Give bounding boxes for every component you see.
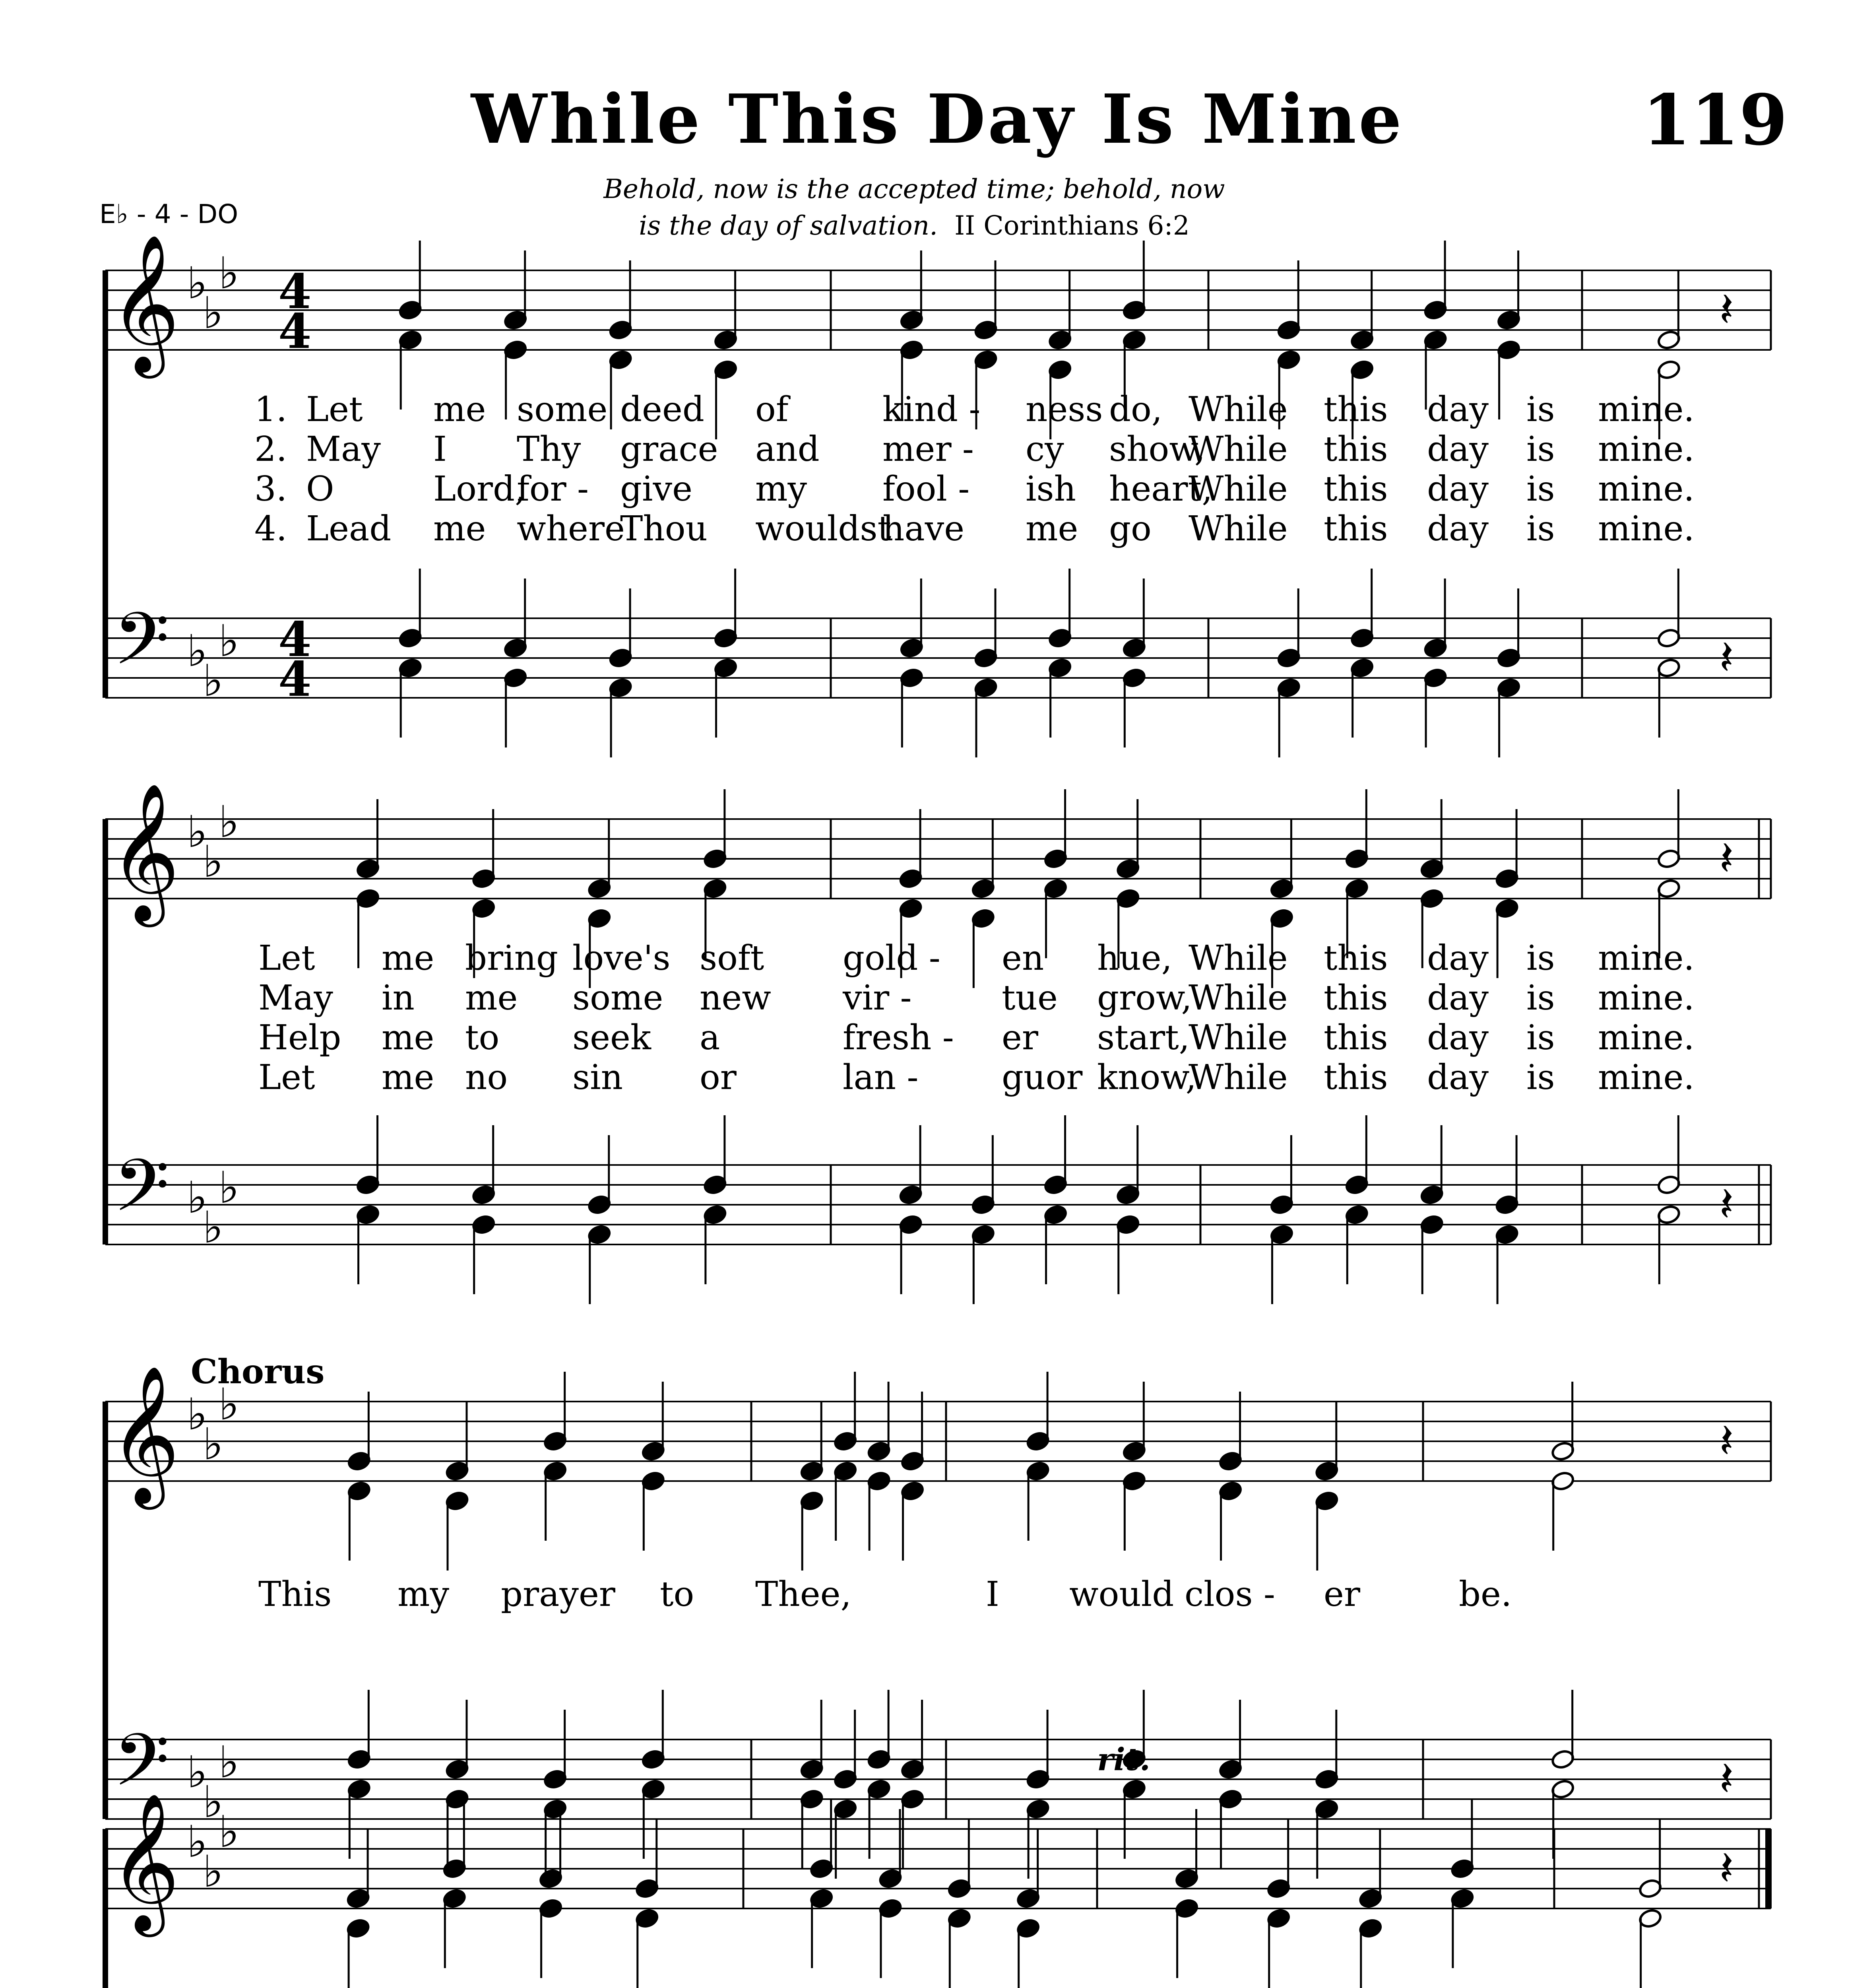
lyric-syllable: would bbox=[1069, 1574, 1174, 1614]
bass-clef-icon: 𝄢 bbox=[113, 1143, 170, 1245]
lyric-syllable: er bbox=[1002, 1018, 1039, 1058]
flat-icon: ♭ bbox=[187, 258, 207, 309]
quarter-rest-icon: 𝄽 bbox=[1719, 282, 1734, 338]
lyric-syllable: ness bbox=[1026, 390, 1103, 429]
lyric-syllable: O bbox=[306, 469, 334, 509]
lyric-syllable: be. bbox=[1459, 1574, 1512, 1614]
lyric-syllable: start, bbox=[1097, 1018, 1190, 1058]
lyric-syllable: mer - bbox=[882, 429, 974, 469]
lyric-syllable: er bbox=[1324, 1574, 1361, 1614]
lyric-syllable: to bbox=[465, 1018, 500, 1058]
flat-icon: ♭ bbox=[187, 1389, 207, 1440]
lyric-syllable: mine. bbox=[1598, 429, 1695, 469]
lyric-syllable: 4. bbox=[254, 509, 287, 549]
lyric-syllable: I bbox=[433, 429, 447, 469]
lyric-syllable: my bbox=[397, 1574, 450, 1614]
lyric-syllable: Let bbox=[258, 1058, 315, 1097]
scripture-line-1: Behold, now is the accepted time; behold, now bbox=[603, 174, 1225, 204]
ritardando-marking: rit. bbox=[1097, 1741, 1150, 1778]
lyric-syllable: Help bbox=[258, 1018, 341, 1058]
lyric-syllable: day bbox=[1427, 429, 1489, 469]
lyric-syllable: seek bbox=[572, 1018, 651, 1058]
lyric-syllable: is bbox=[1526, 390, 1555, 429]
lyric-syllable: Let bbox=[306, 390, 363, 429]
lyric-syllable: While bbox=[1189, 938, 1288, 978]
bass-clef-icon: 𝄢 bbox=[113, 1718, 170, 1820]
lyric-syllable: soft bbox=[700, 938, 764, 978]
lyric-syllable: mine. bbox=[1598, 1018, 1695, 1058]
quarter-rest-icon: 𝄽 bbox=[1719, 1751, 1734, 1807]
lyric-syllable: is bbox=[1526, 938, 1555, 978]
lyric-syllable: While bbox=[1189, 1058, 1288, 1097]
lyric-syllable: mine. bbox=[1598, 390, 1695, 429]
lyric-syllable: fool - bbox=[882, 469, 970, 509]
lyric-syllable: vir - bbox=[843, 978, 912, 1018]
flat-icon: ♭ bbox=[219, 615, 239, 666]
scripture-line-2-text: is the day of salvation. bbox=[639, 210, 938, 241]
lyric-syllable: heart, bbox=[1109, 469, 1213, 509]
lyric-syllable: Thou bbox=[620, 509, 708, 549]
lyric-syllable: While bbox=[1189, 509, 1288, 549]
lyric-syllable: 2. bbox=[254, 429, 287, 469]
lyric-syllable: me bbox=[433, 509, 486, 549]
treble-clef-icon: 𝄞 bbox=[109, 1792, 180, 1931]
lyric-syllable: some bbox=[517, 390, 608, 429]
treble-clef-icon: 𝄞 bbox=[109, 233, 180, 372]
lyric-syllable: Thy bbox=[517, 429, 581, 469]
flat-icon: ♭ bbox=[203, 287, 223, 338]
lyric-syllable: me bbox=[382, 938, 434, 978]
lyric-syllable: give bbox=[620, 469, 693, 509]
lyric-syllable: While bbox=[1189, 978, 1288, 1018]
lyric-syllable: en bbox=[1002, 938, 1044, 978]
lyric-syllable: bring bbox=[465, 938, 558, 978]
flat-icon: ♭ bbox=[203, 1846, 223, 1897]
lyric-syllable: in bbox=[382, 978, 415, 1018]
lyric-syllable: grow, bbox=[1097, 978, 1192, 1018]
lyric-syllable: cy bbox=[1026, 429, 1064, 469]
lyric-syllable: this bbox=[1324, 938, 1388, 978]
lyric-syllable: While bbox=[1189, 1018, 1288, 1058]
lyric-syllable: or bbox=[700, 1058, 737, 1097]
hymn-title: While This Day Is Mine bbox=[471, 80, 1404, 159]
time-signature-digit: 4 bbox=[278, 264, 312, 320]
lyric-syllable: is bbox=[1526, 469, 1555, 509]
flat-icon: ♭ bbox=[187, 625, 207, 676]
treble-clef-icon: 𝄞 bbox=[109, 1365, 180, 1503]
flat-icon: ♭ bbox=[187, 1816, 207, 1867]
lyric-syllable: clos - bbox=[1185, 1574, 1275, 1614]
lyric-syllable: do, bbox=[1109, 390, 1163, 429]
lyric-syllable: a bbox=[700, 1018, 720, 1058]
lyric-syllable: While bbox=[1189, 469, 1288, 509]
lyric-syllable: this bbox=[1324, 1018, 1388, 1058]
lyric-syllable: Let bbox=[258, 938, 315, 978]
lyric-syllable: love's bbox=[572, 938, 671, 978]
lyric-syllable: day bbox=[1427, 1018, 1489, 1058]
flat-icon: ♭ bbox=[203, 836, 223, 887]
lyric-syllable: is bbox=[1526, 978, 1555, 1018]
lyric-syllable: day bbox=[1427, 469, 1489, 509]
lyric-syllable: go bbox=[1109, 509, 1152, 549]
lyric-syllable: is bbox=[1526, 1058, 1555, 1097]
lyric-syllable: this bbox=[1324, 390, 1388, 429]
lyric-syllable: this bbox=[1324, 1058, 1388, 1097]
lyric-syllable: know, bbox=[1097, 1058, 1197, 1097]
lyric-syllable: fresh - bbox=[843, 1018, 954, 1058]
lyric-syllable: mine. bbox=[1598, 1058, 1695, 1097]
lyric-syllable: lan - bbox=[843, 1058, 919, 1097]
lyric-syllable: some bbox=[572, 978, 663, 1018]
quarter-rest-icon: 𝄽 bbox=[1719, 1177, 1734, 1232]
lyric-syllable: gold - bbox=[843, 938, 940, 978]
lyric-syllable: day bbox=[1427, 509, 1489, 549]
lyric-syllable: May bbox=[258, 978, 333, 1018]
lyric-syllable: where bbox=[517, 509, 625, 549]
lyric-syllable: While bbox=[1189, 429, 1288, 469]
time-signature-digit: 4 bbox=[278, 303, 312, 359]
lyric-syllable: and bbox=[755, 429, 820, 469]
lyric-syllable: this bbox=[1324, 429, 1388, 469]
flat-icon: ♭ bbox=[219, 1379, 239, 1430]
lyric-syllable: May bbox=[306, 429, 381, 469]
lyric-syllable: kind - bbox=[882, 390, 981, 429]
lyric-syllable: day bbox=[1427, 978, 1489, 1018]
lyric-syllable: Thee, bbox=[755, 1574, 851, 1614]
lyric-syllable: have bbox=[882, 509, 965, 549]
lyric-syllable: this bbox=[1324, 978, 1388, 1018]
lyric-syllable: grace bbox=[620, 429, 718, 469]
lyric-syllable: Lead bbox=[306, 509, 392, 549]
flat-icon: ♭ bbox=[219, 796, 239, 847]
lyric-syllable: show, bbox=[1109, 429, 1206, 469]
flat-icon: ♭ bbox=[219, 1162, 239, 1213]
lyric-syllable: deed bbox=[620, 390, 704, 429]
lyric-syllable: tue bbox=[1002, 978, 1058, 1018]
lyric-syllable: 3. bbox=[254, 469, 287, 509]
lyric-syllable: this bbox=[1324, 469, 1388, 509]
lyric-syllable: hue, bbox=[1097, 938, 1173, 978]
lyric-syllable: to bbox=[660, 1574, 694, 1614]
lyric-syllable: day bbox=[1427, 1058, 1489, 1097]
lyric-syllable: 1. bbox=[254, 390, 287, 429]
chorus-label: Chorus bbox=[191, 1352, 325, 1391]
flat-icon: ♭ bbox=[187, 1172, 207, 1223]
flat-icon: ♭ bbox=[219, 248, 239, 299]
lyric-syllable: mine. bbox=[1598, 469, 1695, 509]
hymn-number: 119 bbox=[1642, 80, 1788, 161]
bass-clef-icon: 𝄢 bbox=[113, 597, 170, 699]
lyric-syllable: wouldst bbox=[755, 509, 892, 549]
quarter-rest-icon: 𝄽 bbox=[1719, 630, 1734, 685]
lyric-syllable: this bbox=[1324, 509, 1388, 549]
treble-clef-icon: 𝄞 bbox=[109, 782, 180, 921]
lyric-syllable: I bbox=[986, 1574, 999, 1614]
flat-icon: ♭ bbox=[203, 655, 223, 706]
flat-icon: ♭ bbox=[203, 1419, 223, 1470]
lyric-syllable: no bbox=[465, 1058, 508, 1097]
scripture-reference: II Corinthians 6:2 bbox=[954, 210, 1190, 241]
lyric-syllable: prayer bbox=[501, 1574, 616, 1614]
lyric-syllable: ish bbox=[1026, 469, 1076, 509]
quarter-rest-icon: 𝄽 bbox=[1719, 1841, 1734, 1896]
flat-icon: ♭ bbox=[203, 1776, 223, 1827]
quarter-rest-icon: 𝄽 bbox=[1719, 1413, 1734, 1469]
lyric-syllable: day bbox=[1427, 390, 1489, 429]
lyric-syllable: sin bbox=[572, 1058, 623, 1097]
lyric-syllable: is bbox=[1526, 429, 1555, 469]
lyric-syllable: me bbox=[382, 1058, 434, 1097]
lyric-syllable: of bbox=[755, 390, 789, 429]
lyric-syllable: mine. bbox=[1598, 978, 1695, 1018]
time-signature-digit: 4 bbox=[278, 651, 312, 707]
lyric-syllable: This bbox=[258, 1574, 332, 1614]
flat-icon: ♭ bbox=[187, 1747, 207, 1798]
lyric-syllable: guor bbox=[1002, 1058, 1083, 1097]
lyric-syllable: me bbox=[465, 978, 518, 1018]
lyric-syllable: is bbox=[1526, 1018, 1555, 1058]
lyric-syllable: While bbox=[1189, 390, 1288, 429]
key-signature-label: E♭ - 4 - DO bbox=[99, 199, 238, 229]
flat-icon: ♭ bbox=[219, 1737, 239, 1788]
lyric-syllable: my bbox=[755, 469, 807, 509]
lyric-syllable: mine. bbox=[1598, 509, 1695, 549]
quarter-rest-icon: 𝄽 bbox=[1719, 831, 1734, 886]
flat-icon: ♭ bbox=[219, 1806, 239, 1857]
lyric-syllable: me bbox=[382, 1018, 434, 1058]
lyric-syllable: is bbox=[1526, 509, 1555, 549]
time-signature-digit: 4 bbox=[278, 612, 312, 668]
lyric-syllable: me bbox=[433, 390, 486, 429]
flat-icon: ♭ bbox=[187, 806, 207, 857]
lyric-syllable: new bbox=[700, 978, 771, 1018]
lyric-syllable: day bbox=[1427, 938, 1489, 978]
flat-icon: ♭ bbox=[203, 1202, 223, 1253]
lyric-syllable: for - bbox=[517, 469, 589, 509]
lyric-syllable: Lord, bbox=[433, 469, 526, 509]
lyric-syllable: mine. bbox=[1598, 938, 1695, 978]
lyric-syllable: me bbox=[1026, 509, 1078, 549]
